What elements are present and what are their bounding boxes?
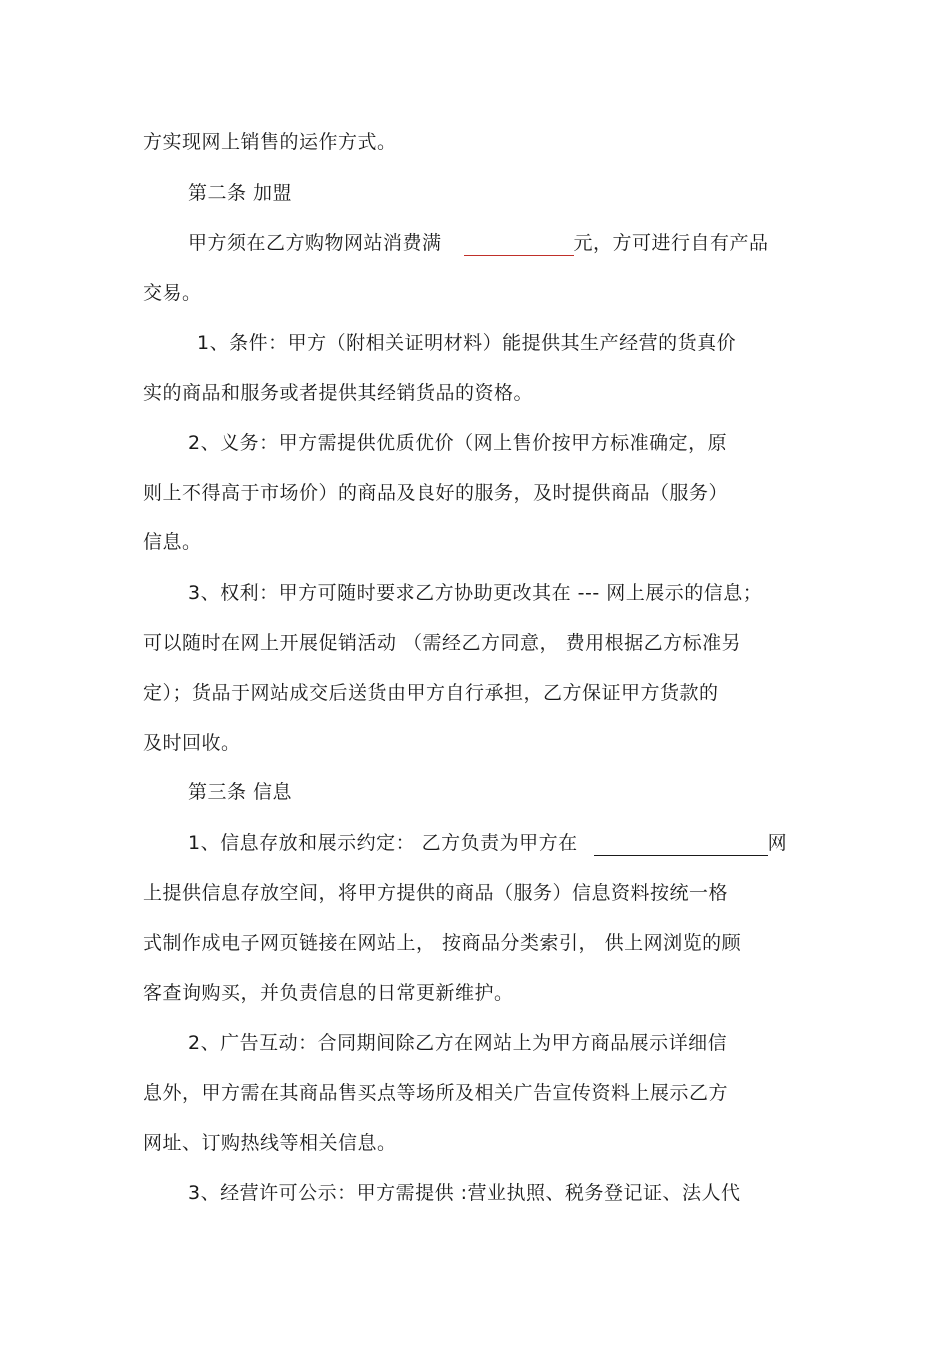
article-heading: 第二条 加盟 [188,182,293,204]
paragraph-text: 元，方可进行自有产品 [573,232,769,254]
paragraph-line: 定）；货品于网站成交后送货由甲方自行承担，乙方保证甲方货款的 [143,682,719,704]
paragraph-line: 上提供信息存放空间，将甲方提供的商品（服务）信息资料按统一格 [143,882,729,904]
paragraph-line: 1、条件：甲方（附相关证明材料）能提供其生产经营的货真价 [197,332,737,354]
paragraph-line: 息外，甲方需在其商品售买点等场所及相关广告宣传资料上展示乙方 [143,1082,729,1104]
paragraph-line [188,230,769,256]
paragraph-line: 3、权利：甲方可随时要求乙方协助更改其在 --- 网上展示的信息； [188,582,763,604]
paragraph-line: 信息。 [143,531,202,553]
paragraph-line: 方实现网上销售的运作方式。 [143,131,397,153]
website-blank[interactable] [594,837,768,856]
paragraph-line: 客查询购买，并负责信息的日常更新维护。 [143,982,514,1004]
paragraph-line: 可以随时在网上开展促销活动 （需经乙方同意， 费用根据乙方标准另 [143,632,742,654]
paragraph-text: 网 [767,832,788,854]
paragraph-line: 2、广告互动：合同期间除乙方在网站上为甲方商品展示详细信 [188,1032,728,1054]
paragraph-text: 1、信息存放和展示约定： 乙方负责为甲方在 [188,832,578,854]
paragraph-line: 3、经营许可公示：甲方需提供 :营业执照、税务登记证、法人代 [188,1182,741,1204]
paragraph-line [188,830,787,856]
paragraph-text: 甲方须在乙方购物网站消费满 [188,232,442,254]
paragraph-line: 实的商品和服务或者提供其经销货品的资格。 [143,382,534,404]
article-heading: 第三条 信息 [188,781,293,803]
paragraph-line: 式制作成电子网页链接在网站上， 按商品分类索引， 供上网浏览的顾 [143,932,742,954]
paragraph-line: 及时回收。 [143,732,241,754]
amount-blank[interactable] [464,237,574,256]
paragraph-line: 2、义务：甲方需提供优质优价（网上售价按甲方标准确定，原 [188,432,728,454]
paragraph-line: 则上不得高于市场价）的商品及良好的服务，及时提供商品（服务） [143,482,729,504]
paragraph-line: 交易。 [143,282,202,304]
paragraph-line: 网址、订购热线等相关信息。 [143,1132,397,1154]
